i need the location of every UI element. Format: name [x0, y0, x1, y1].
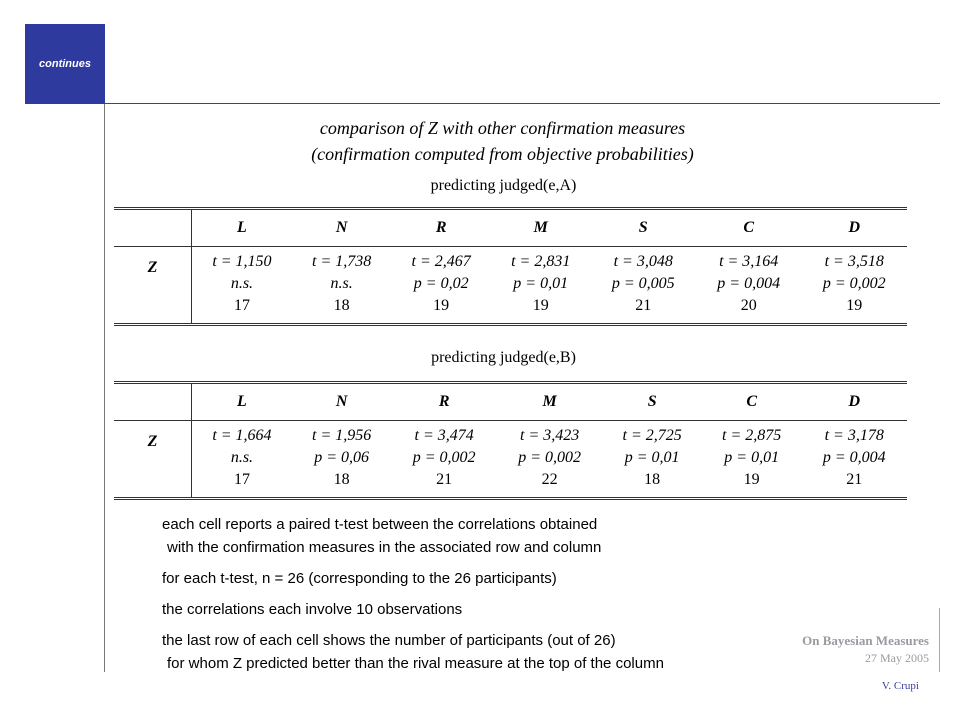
count: 18	[333, 297, 350, 314]
col-header: S	[602, 383, 702, 421]
col-header: L	[192, 383, 292, 421]
t-stat: t = 1,150	[212, 253, 272, 270]
table-row	[114, 247, 907, 325]
p-value: p = 0,002	[822, 275, 886, 292]
t-stat: t = 2,725	[622, 427, 682, 444]
col-header: C	[696, 209, 801, 247]
table-cell	[801, 421, 907, 499]
count: 19	[433, 297, 450, 314]
note-3: the correlations each involve 10 observations	[162, 601, 463, 618]
slide-title-line2: (confirmation computed from objective probabilities)	[311, 144, 694, 164]
t-stat: t = 1,956	[312, 427, 372, 444]
table-b-caption-text: predicting judged(e,B)	[431, 349, 576, 366]
col-header: N	[292, 383, 392, 421]
t-stat: t = 3,178	[824, 427, 884, 444]
table-cell	[292, 247, 392, 325]
slide-title-line1: comparison of Z with other confirmation measures	[319, 118, 686, 138]
t-stat: t = 3,164	[719, 253, 779, 270]
table-cell	[602, 421, 702, 499]
count: 19	[846, 297, 863, 314]
table-b-header-row	[114, 383, 907, 421]
count: 17	[233, 297, 250, 314]
count: 19	[532, 297, 549, 314]
t-stat: t = 2,467	[411, 253, 471, 270]
count: 17	[233, 471, 250, 488]
p-value: p = 0,01	[513, 275, 569, 292]
count: 21	[635, 297, 652, 314]
table-b-caption	[106, 349, 901, 367]
t-stat: t = 3,048	[613, 253, 673, 270]
t-stat: t = 2,875	[722, 427, 782, 444]
header-rule	[105, 103, 940, 104]
notes	[162, 513, 802, 683]
table-b	[114, 381, 907, 500]
row-header: Z	[114, 247, 192, 325]
col-header: M	[497, 383, 602, 421]
table-cell	[497, 421, 602, 499]
table-a-caption-text: predicting judged(e,A)	[430, 177, 577, 194]
col-header: C	[702, 383, 802, 421]
col-header: R	[391, 209, 491, 247]
count: 21	[846, 471, 863, 488]
table-cell	[590, 247, 695, 325]
table-cell	[292, 421, 392, 499]
count: 20	[740, 297, 757, 314]
table-cell	[491, 247, 591, 325]
t-stat: t = 3,423	[520, 427, 580, 444]
footer-author: V. Crupi	[881, 680, 919, 692]
p-value: p = 0,06	[314, 449, 370, 466]
t-stat: t = 3,474	[414, 427, 474, 444]
col-header: S	[590, 209, 695, 247]
p-value: p = 0,01	[624, 449, 680, 466]
table-cell	[391, 247, 491, 325]
p-value: p = 0,002	[518, 449, 582, 466]
col-header: L	[192, 209, 292, 247]
table-cell	[801, 247, 907, 325]
col-header: R	[391, 383, 496, 421]
note-1	[162, 513, 802, 559]
section-badge	[25, 24, 105, 104]
t-stat: t = 1,664	[212, 427, 272, 444]
table-cell	[696, 247, 801, 325]
col-header: N	[292, 209, 392, 247]
note-1-line1: each cell reports a paired t-test between the correlations obtained	[162, 516, 598, 533]
note-2: for each t-test, n = 26 (corresponding to the 26 participants)	[162, 570, 557, 587]
p-value: n.s.	[230, 275, 254, 292]
table-a-header-row	[114, 209, 907, 247]
p-value: p = 0,02	[413, 275, 469, 292]
p-value: p = 0,004	[822, 449, 886, 466]
p-value: n.s.	[330, 275, 353, 292]
p-value: p = 0,004	[717, 275, 781, 292]
footer-rule	[939, 608, 940, 672]
footer-date: 27 May 2005	[865, 651, 929, 665]
count: 19	[743, 471, 760, 488]
footer-title: On Bayesian Measures	[802, 633, 929, 648]
col-header: D	[801, 209, 907, 247]
col-header: D	[801, 383, 907, 421]
table-cell	[702, 421, 802, 499]
table-cell	[192, 421, 292, 499]
note-4	[162, 629, 802, 675]
t-stat: t = 1,738	[312, 253, 372, 270]
note-4-line2: for whom Z predicted better than the rival measure at the top of the column	[167, 655, 664, 672]
t-stat: t = 2,831	[511, 253, 571, 270]
p-value: p = 0,005	[611, 275, 675, 292]
count: 18	[644, 471, 661, 488]
table-b-corner	[114, 383, 192, 421]
row-header: Z	[114, 421, 192, 499]
note-4-line1: the last row of each cell shows the number of participants (out of 26)	[162, 632, 616, 649]
table-cell	[391, 421, 496, 499]
p-value: p = 0,002	[412, 449, 476, 466]
table-a	[114, 207, 907, 326]
table-row	[114, 421, 907, 499]
p-value: p = 0,01	[724, 449, 780, 466]
t-stat: t = 3,518	[824, 253, 884, 270]
table-a-corner	[114, 209, 192, 247]
note-1-line2: with the confirmation measures in the associated row and column	[167, 539, 602, 556]
count: 18	[333, 471, 350, 488]
table-cell	[192, 247, 292, 325]
section-badge-label: continues	[39, 58, 91, 70]
table-a-caption	[106, 177, 901, 195]
col-header: M	[491, 209, 591, 247]
count: 21	[436, 471, 453, 488]
left-rule	[104, 104, 105, 672]
p-value: n.s.	[230, 449, 254, 466]
count: 22	[541, 471, 558, 488]
